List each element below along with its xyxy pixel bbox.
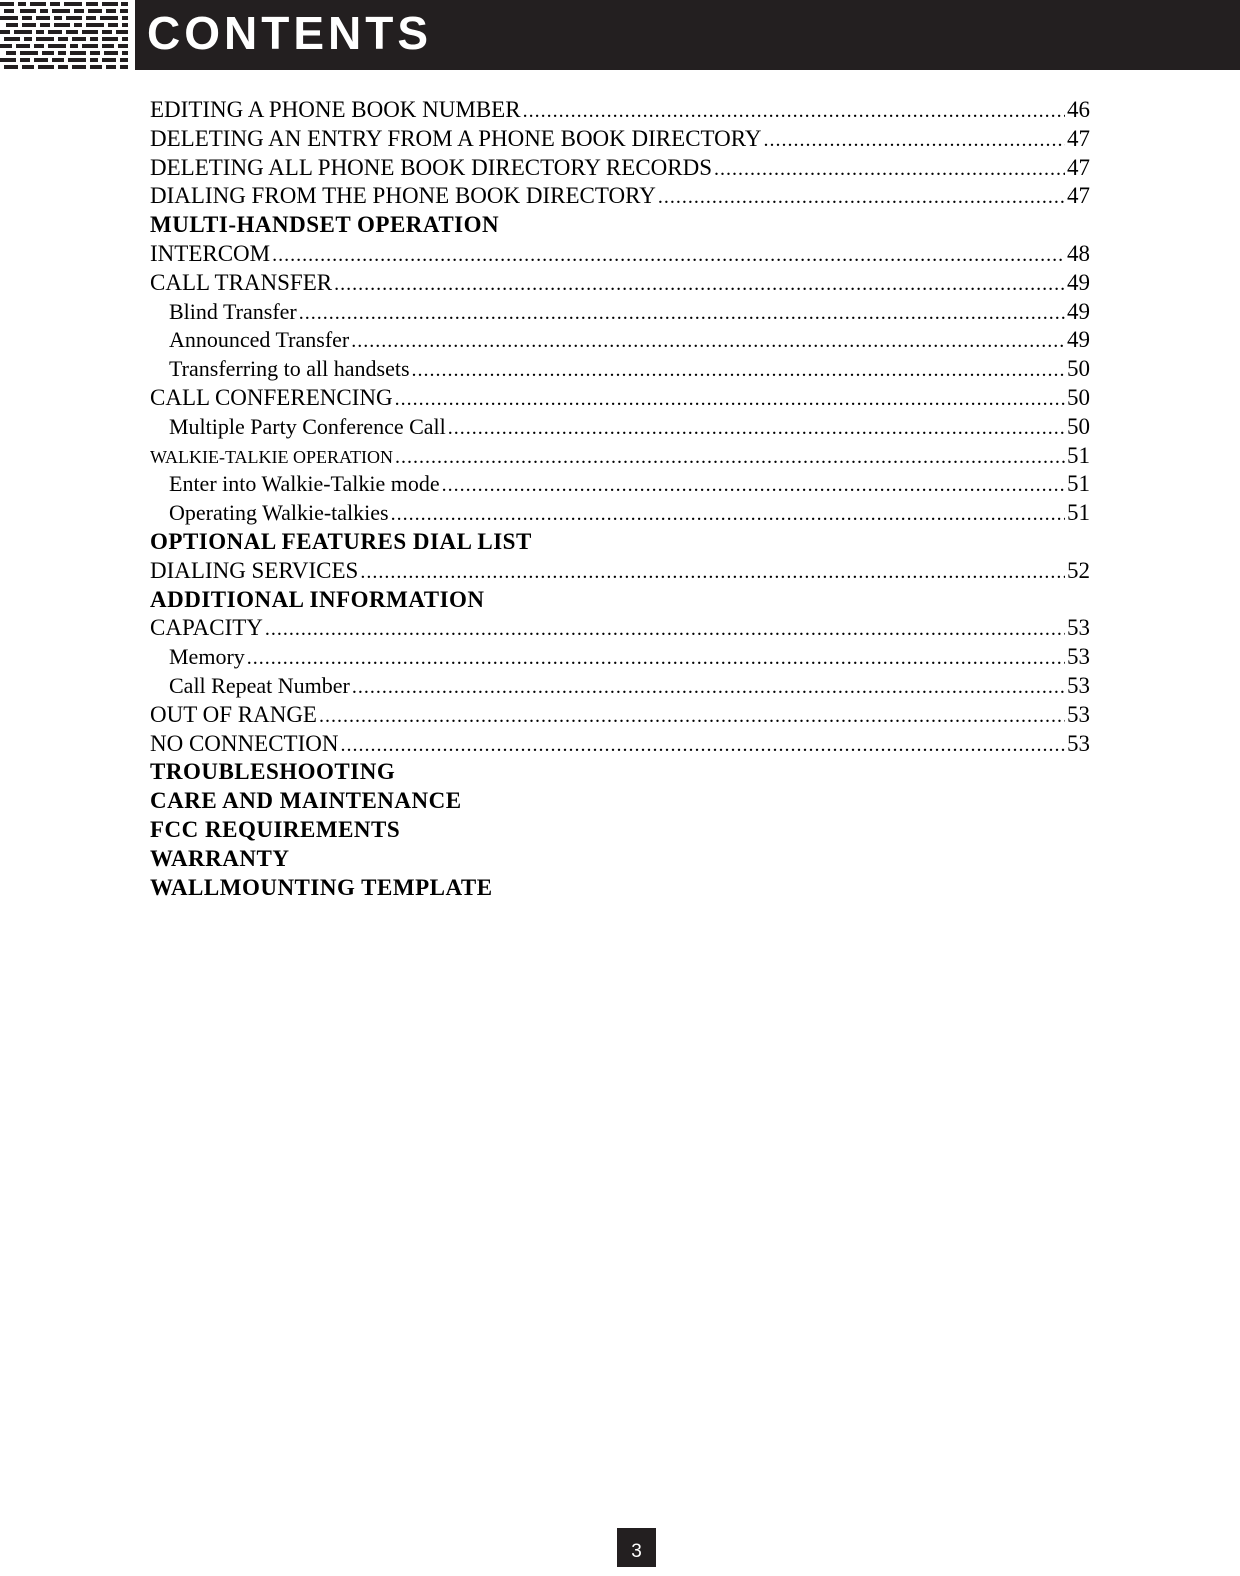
toc-entry-label: Enter into Walkie-Talkie mode [169,471,440,497]
toc-entry[interactable] [150,643,1090,672]
toc-entry[interactable] [150,355,1090,384]
toc-entry[interactable] [150,269,1090,298]
toc-entry-page: 50 [1067,356,1090,382]
toc-section-heading[interactable]: CARE AND MAINTENANCE [150,788,462,814]
toc-leader-dots [360,558,1065,586]
toc-leader-dots [442,471,1065,499]
toc-leader-dots [299,299,1065,327]
toc-leader-dots [334,270,1065,298]
toc-leader-dots [658,183,1065,211]
toc-entry[interactable] [150,730,1090,759]
toc-entry-page: 53 [1067,730,1090,756]
toc-entry-label: NO CONNECTION [150,730,339,756]
toc-section-heading[interactable]: WALLMOUNTING TEMPLATE [150,874,493,900]
toc-entry[interactable] [150,125,1090,154]
toc-section-heading[interactable]: WARRANTY [150,845,290,871]
toc-entry[interactable] [150,701,1090,730]
toc-entry-page: 46 [1067,97,1090,122]
toc-leader-dots [391,500,1065,528]
toc-leader-dots [763,126,1065,154]
toc-entry-page: 51 [1067,471,1090,497]
toc-leader-dots [351,327,1065,355]
toc-leader-dots [247,644,1065,672]
toc-entry[interactable] [150,672,1090,701]
toc-entry-page: 53 [1067,701,1090,727]
toc-entry-page: 49 [1067,269,1090,295]
toc-entry-label: Announced Transfer [169,327,350,353]
toc-leader-dots [340,731,1065,759]
toc-leader-dots [265,615,1065,643]
toc-entry-page: 47 [1067,125,1090,151]
toc-leader-dots [272,241,1065,269]
toc-section-heading[interactable]: ADDITIONAL INFORMATION [150,586,485,612]
toc-section-heading[interactable]: MULTI-HANDSET OPERATION [150,212,500,238]
toc-entry-page: 53 [1067,672,1090,698]
toc-entry-label: Blind Transfer [169,298,297,324]
toc-entry-label: WALKIE-TALKIE OPERATION [150,446,394,467]
toc-entry[interactable] [150,557,1090,586]
toc-entry-page: 49 [1067,298,1090,324]
toc-leader-dots [523,97,1065,125]
toc-entry[interactable] [150,182,1090,211]
header-pattern-logo [0,0,128,70]
toc-entry-label: CALL CONFERENCING [150,384,393,410]
table-of-contents [150,96,1090,902]
toc-entry-label: DELETING ALL PHONE BOOK DIRECTORY RECORDS [150,154,713,180]
toc-leader-dots [395,385,1065,413]
toc-entry-page: 51 [1067,442,1090,468]
toc-entry[interactable] [150,384,1090,413]
toc-entry[interactable] [150,413,1090,442]
toc-entry-page: 48 [1067,240,1090,266]
toc-leader-dots [412,356,1065,384]
toc-entry-label: CALL TRANSFER [150,269,333,295]
toc-entry-label: OUT OF RANGE [150,701,317,727]
toc-section-heading[interactable]: FCC REQUIREMENTS [150,816,401,842]
pattern-graphic [0,0,128,70]
toc-entry[interactable] [150,442,1090,471]
toc-entry-label: INTERCOM [150,240,271,266]
toc-entry-page: 52 [1067,557,1090,583]
toc-entry-label: CAPACITY [150,615,263,641]
header-bar [135,0,1240,70]
toc-entry-page: 51 [1067,500,1090,526]
toc-entry-label: Memory [169,644,245,670]
toc-entry-page: 50 [1067,384,1090,410]
toc-entry-label: EDITING A PHONE BOOK NUMBER [150,97,521,122]
toc-entry[interactable] [150,614,1090,643]
page-number: 3 [617,1528,656,1567]
toc-entry-label: DIALING SERVICES [150,557,359,583]
toc-entry-label: Transferring to all handsets [169,356,410,382]
toc-entry-label: Call Repeat Number [169,672,350,698]
toc-entry[interactable] [150,298,1090,327]
toc-entry[interactable] [150,240,1090,269]
toc-entry-page: 49 [1067,327,1090,353]
toc-entry[interactable] [150,499,1090,528]
toc-leader-dots [319,702,1065,730]
toc-leader-dots [448,414,1065,442]
toc-section-heading[interactable]: OPTIONAL FEATURES DIAL LIST [150,528,532,554]
toc-entry[interactable] [150,326,1090,355]
toc-entry-label: Multiple Party Conference Call [169,413,446,439]
toc-leader-dots [352,673,1065,701]
toc-entry-page: 53 [1067,615,1090,641]
toc-leader-dots [395,443,1065,471]
toc-entry[interactable] [150,154,1090,183]
toc-leader-dots [714,155,1065,183]
toc-entry-label: DIALING FROM THE PHONE BOOK DIRECTORY [150,183,656,209]
toc-section-heading[interactable]: TROUBLESHOOTING [150,759,396,785]
toc-entry[interactable] [150,96,1090,125]
page-title: CONTENTS [147,7,432,59]
toc-entry-page: 50 [1067,413,1090,439]
toc-entry-page: 47 [1067,154,1090,180]
toc-entry-page: 53 [1067,644,1090,670]
toc-entry-page: 47 [1067,183,1090,209]
toc-entry[interactable] [150,470,1090,499]
toc-entry-label: DELETING AN ENTRY FROM A PHONE BOOK DIRECTORY [150,125,762,151]
toc-entry-label: Operating Walkie-talkies [169,500,389,526]
